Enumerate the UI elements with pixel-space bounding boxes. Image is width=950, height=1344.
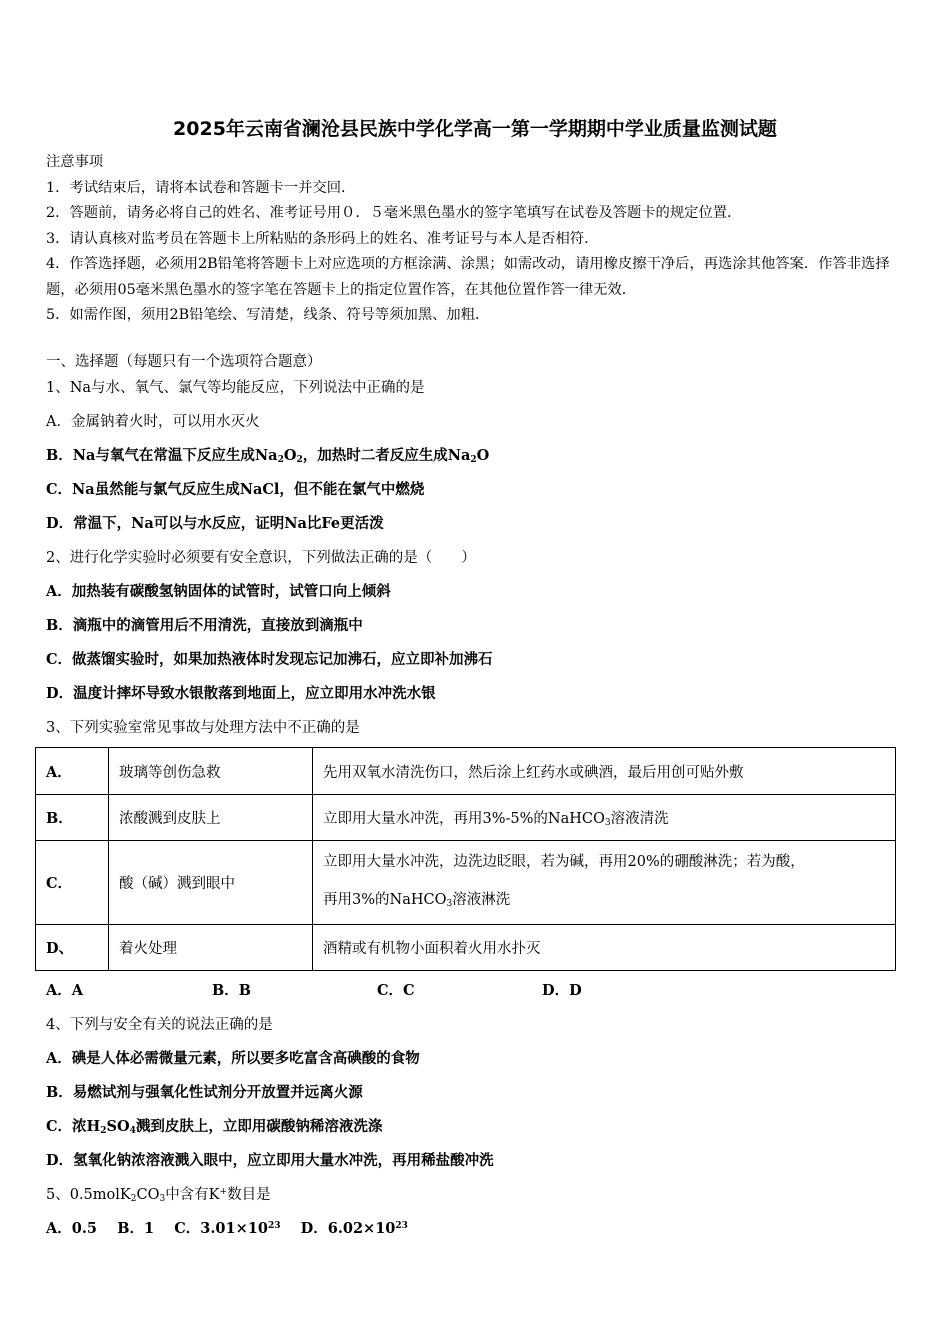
table-cell-method	[313, 841, 896, 925]
q1-stem: 1、Na与水、氧气、氯气等均能反应，下列说法中正确的是	[46, 380, 425, 396]
q3-stem: 3、下列实验室常见事故与处理方法中不正确的是	[46, 720, 360, 736]
q2-option-b: B．滴瓶中的滴管用后不用清洗，直接放到滴瓶中	[46, 617, 363, 634]
subscript: 2	[470, 455, 477, 465]
q4-option-d: D．氢氧化钠浓溶液溅入眼中，应立即用大量水冲洗，再用稀盐酸冲洗	[46, 1152, 494, 1169]
table-cell-method: 酒精或有机物小面积着火用水扑灭	[313, 925, 896, 971]
subscript: 2	[296, 455, 303, 465]
notes-section	[46, 150, 906, 329]
q5-stem	[46, 1183, 271, 1204]
subscript: 2	[130, 1194, 137, 1204]
text: O	[476, 447, 490, 464]
q1-option-c: C．Na虽然能与氯气反应生成NaCl，但不能在氯气中燃烧	[46, 481, 425, 498]
table-cell-key: B．	[36, 795, 109, 841]
text: 5、0.5molK	[46, 1187, 131, 1203]
q1-option-a: A．金属钠着火时，可以用水灭火	[46, 414, 260, 430]
subscript: 4	[129, 1126, 136, 1136]
table-cell-key: C．	[36, 841, 109, 925]
text: 数目是	[227, 1187, 271, 1203]
q5-option-d	[301, 1220, 408, 1237]
table-cell-item: 玻璃等创伤急救	[109, 748, 313, 795]
page-title: 2025年云南省澜沧县民族中学化学高一第一学期期中学业质量监测试题	[173, 118, 777, 140]
note-item: 2．答题前，请务必将自己的姓名、准考证号用０．５毫米黑色墨水的签字笔填写在试卷及答题卡的规定位置．	[46, 205, 742, 221]
table-cell-key: A．	[36, 748, 109, 795]
q3-answer-d: D．D	[542, 982, 582, 999]
superscript: 23	[395, 1221, 408, 1231]
superscript: 23	[267, 1221, 281, 1231]
text: D．6.02×10	[300, 1220, 396, 1237]
text: 立即用大量水冲洗，边洗边眨眼，若为碱，再用20%的硼酸淋洗；若为酸，	[323, 853, 805, 870]
q4-stem: 4、下列与安全有关的说法正确的是	[46, 1017, 273, 1033]
q3-answer-b: B．B	[212, 982, 252, 999]
text: 立即用大量水冲洗，再用3%-5%的NaHCO	[323, 811, 605, 827]
text: 再用3%的NaHCO	[323, 891, 447, 908]
text: ，加热时二者反应生成Na	[302, 447, 471, 464]
text: B．Na与氧气在常温下反应生成Na	[46, 447, 278, 464]
q4-option-c	[46, 1115, 382, 1136]
table-row	[36, 748, 896, 795]
table-cell-item: 酸（碱）溅到眼中	[109, 841, 313, 925]
table-cell-method: 先用双氧水清洗伤口，然后涂上红药水或碘酒，最后用创可贴外敷	[313, 748, 896, 795]
text: 溅到皮肤上，立即用碳酸钠稀溶液洗涤	[135, 1118, 383, 1135]
subscript: 2	[277, 455, 284, 465]
text: C．浓H	[46, 1118, 101, 1135]
q5-option-b: B．1	[117, 1220, 155, 1237]
table-row	[36, 841, 896, 925]
table-cell-key: D、	[36, 925, 109, 971]
note-item: 3．请认真核对监考员在答题卡上所粘贴的条形码上的姓名、准考证号与本人是否相符．	[46, 230, 599, 247]
superscript: +	[219, 1187, 228, 1197]
text: O	[283, 447, 297, 464]
q1-option-b	[46, 444, 489, 465]
text: 中含有K	[165, 1187, 220, 1203]
text: 溶液淋洗	[452, 891, 511, 908]
q5-option-a: A．0.5	[46, 1220, 97, 1237]
q2-option-c: C．做蒸馏实验时，如果加热液体时发现忘记加沸石，应立即补加沸石	[46, 651, 493, 668]
note-item: 1．考试结束后，请将本试卷和答题卡一并交回．	[46, 179, 356, 196]
text: CO	[136, 1187, 160, 1203]
subscript: 3	[159, 1194, 166, 1204]
note-item: 4．作答选择题，必须用2B铅笔将答题卡上对应选项的方框涂满、涂黑；如需改动，请用橡皮擦干净后，再选涂其他答案．作答非选择题，必须用05毫米黑色墨水的签字笔在答题卡上的指定位置作答，在其他位置作答一律无效．	[46, 256, 890, 298]
subscript: 3	[604, 818, 611, 828]
q1-option-d: D．常温下，Na可以与水反应，证明Na比Fe更活泼	[46, 515, 384, 532]
q2-option-a: A．加热装有碳酸氢钠固体的试管时，试管口向上倾斜	[46, 583, 391, 600]
q3-answer-a: A．A	[46, 982, 84, 999]
notes-heading: 注意事项	[46, 154, 104, 170]
text: C．3.01×10	[174, 1220, 268, 1237]
table-cell-method	[313, 795, 896, 841]
note-item: 5．如需作图，须用2B铅笔绘、写清楚，线条、符号等须加黑、加粗．	[46, 307, 490, 323]
text-line	[323, 881, 885, 923]
table-cell-item: 浓酸溅到皮肤上	[109, 795, 313, 841]
table-row	[36, 925, 896, 971]
text: SO	[106, 1118, 130, 1135]
table-row	[36, 795, 896, 841]
q2-stem: 2、进行化学实验时必须要有安全意识，下列做法正确的是（ ）	[46, 550, 476, 566]
subscript: 3	[446, 898, 453, 909]
text: 溶液清洗	[610, 811, 669, 827]
table-cell-item: 着火处理	[109, 925, 313, 971]
q4-option-a: A．碘是人体必需微量元素，所以要多吃富含高碘酸的食物	[46, 1050, 420, 1067]
q5-options	[46, 1217, 408, 1238]
subscript: 2	[100, 1126, 107, 1136]
section-heading: 一、选择题（每题只有一个选项符合题意）	[46, 354, 322, 370]
q5-option-c	[174, 1220, 280, 1237]
q3-answer-c: C．C	[377, 982, 415, 999]
q4-option-b: B．易燃试剂与强氧化性试剂分开放置并远离火源	[46, 1084, 363, 1101]
q2-option-d: D．温度计摔坏导致水银散落到地面上，应立即用水冲洗水银	[46, 685, 436, 702]
q3-table	[35, 747, 896, 971]
